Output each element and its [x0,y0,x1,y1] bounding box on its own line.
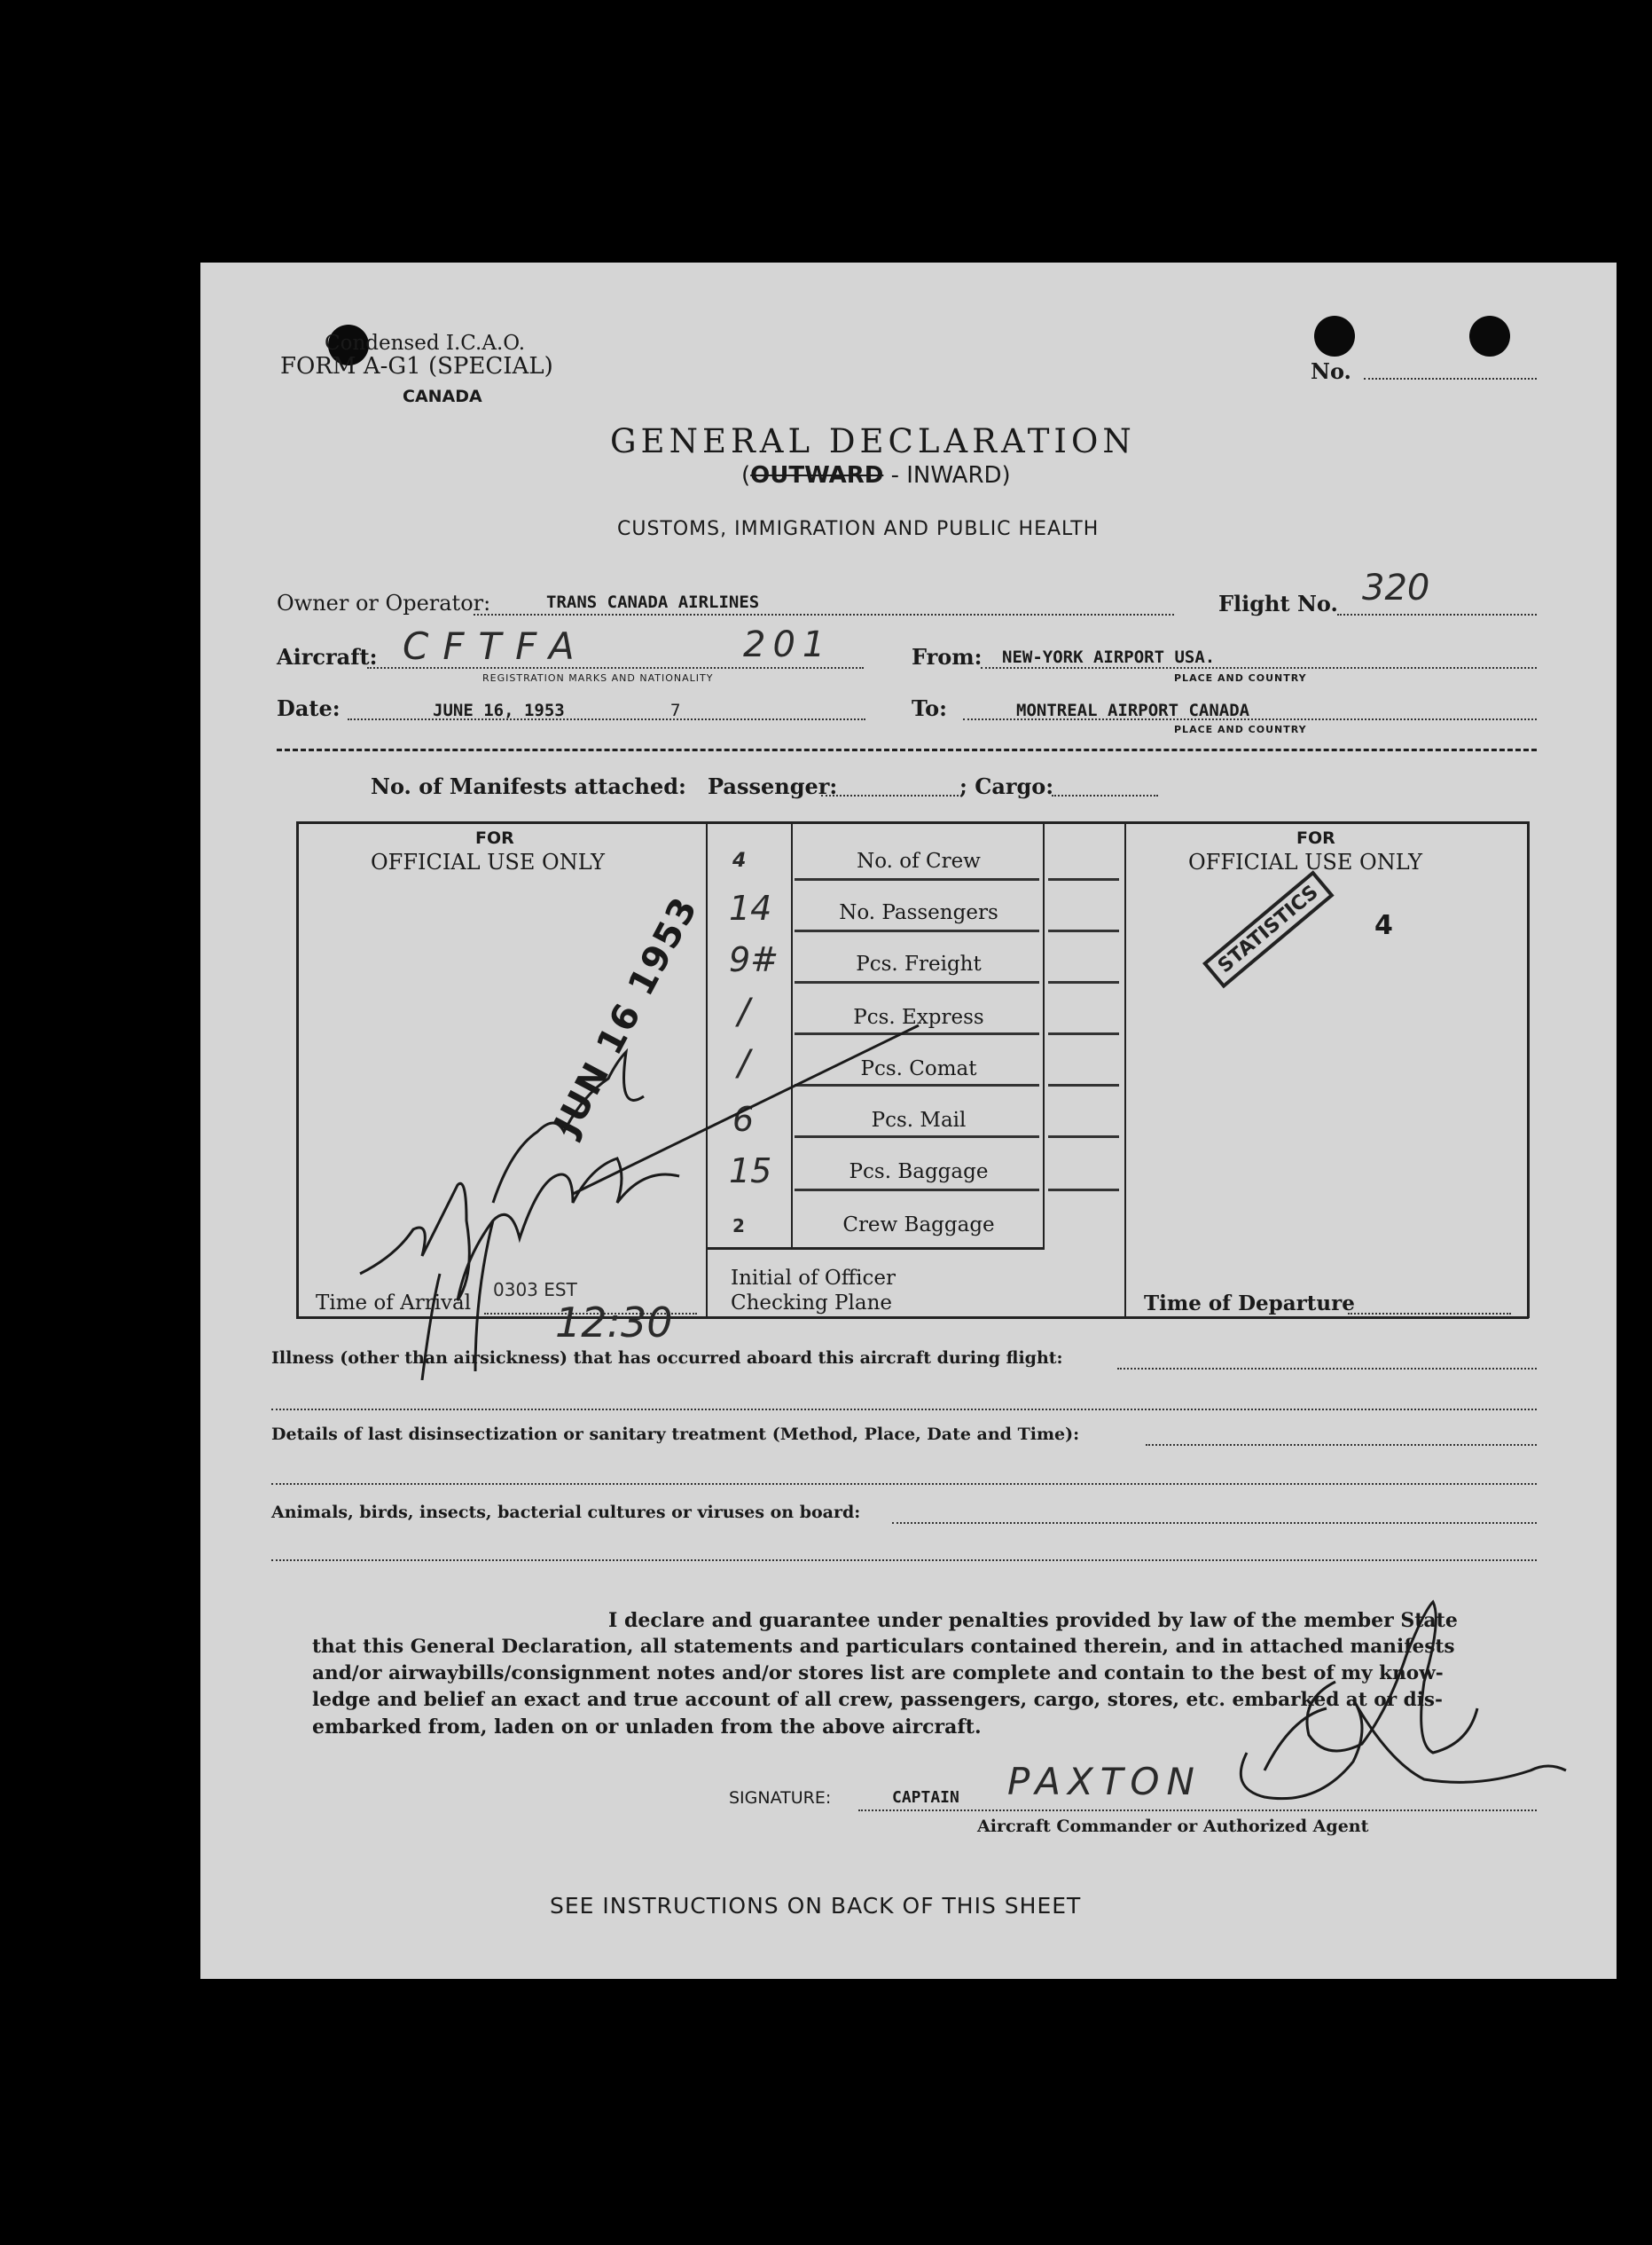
signature-name[interactable]: PAXTON [1007,1760,1202,1803]
subtitle-struck: OUTWARD [750,462,884,489]
to-label: To: [912,695,947,721]
declaration-line1: I declare and guarantee under penalties provided by law of the member State [608,1609,1458,1632]
time-arrival-handwritten: 12:30 [555,1299,673,1346]
aircraft-registration[interactable]: CFTFA [403,624,589,668]
right-official-label: OFFICIAL USE ONLY [1188,850,1422,875]
form-header-line2: FORM A-G1 (SPECIAL) [280,353,553,380]
initial-officer-line1: Initial of Officer [731,1267,896,1290]
row-label-express: Pcs. Express [853,1006,984,1029]
page-subtitle [741,462,1011,489]
right-for-label: FOR [1296,828,1335,848]
row-label-baggage: Pcs. Baggage [849,1160,989,1183]
flight-line [1337,614,1537,616]
captain-signature-scribble [1211,1549,1584,1824]
disinsect-line-2 [271,1483,1537,1485]
aircraft-number[interactable]: 201 [743,624,833,665]
aircraft-label: Aircraft: [277,644,378,670]
form-number-label: No. [1311,358,1351,384]
to-value[interactable]: MONTREAL AIRPORT CANADA [1016,701,1250,720]
punch-hole [1469,316,1510,357]
row-label-freight: Pcs. Freight [856,953,982,976]
row-value-mail[interactable]: 6 [732,1100,755,1139]
time-arrival-note[interactable]: 0303 EST [493,1279,577,1300]
animals-line [892,1522,1537,1524]
to-caption: PLACE AND COUNTRY [1174,724,1307,735]
department-heading: CUSTOMS, IMMIGRATION AND PUBLIC HEALTH [617,518,1100,540]
row-label-mail: Pcs. Mail [871,1109,967,1132]
animals-label: Animals, birds, insects, bacterial cultures or viruses on board: [271,1503,861,1522]
flight-label: Flight No. [1218,591,1338,616]
form-header-line1: Condensed I.C.A.O. [325,332,526,355]
row-value-freight[interactable]: 9# [729,940,779,979]
subtitle-rest: - INWARD) [890,462,1011,489]
manifests-label: No. of Manifests attached: [371,773,686,799]
row-value-passengers[interactable]: 14 [729,889,772,928]
punch-hole [1314,316,1355,357]
row-value-baggage[interactable]: 15 [729,1151,772,1190]
illness-line [1117,1368,1537,1370]
subtitle-open: ( [741,462,751,489]
statistics-stamp-text: STATISTICS [1214,881,1323,978]
form-country: CANADA [403,387,482,406]
signature-typed: CAPTAIN [892,1788,959,1807]
row-value-crew[interactable]: 4 [732,850,747,872]
from-label: From: [912,644,983,670]
from-value[interactable]: NEW-YORK AIRPORT USA. [1002,648,1216,667]
aircraft-caption: REGISTRATION MARKS AND NATIONALITY [482,672,714,684]
footer-instructions: SEE INSTRUCTIONS ON BACK OF THIS SHEET [550,1893,1082,1919]
owner-value[interactable]: TRANS CANADA AIRLINES [546,593,760,612]
row-value-express[interactable]: / [738,992,750,1032]
arrival-date-stamp: JUN 16 1953 [546,890,707,1142]
row-label-crew-baggage: Crew Baggage [842,1213,995,1236]
declaration-line4: ledge and belief an exact and true account of all crew, passengers, cargo, stores, etc. embarked at or dis- [312,1689,1444,1711]
passenger-label: Passenger: [708,773,838,799]
row-label-crew: No. of Crew [857,850,981,873]
date-extra: 7 [670,701,681,720]
disinsect-label: Details of last disinsectization or sanitary treatment (Method, Place, Date and Time): [271,1425,1080,1444]
row-value-crew-baggage[interactable]: 2 [732,1215,745,1236]
time-departure-label: Time of Departure [1144,1291,1355,1315]
declaration-line3: and/or airwaybills/consignment notes and/or stores list are complete and contain to the best of my know- [312,1662,1444,1684]
declaration-sheet [200,263,1617,1979]
date-label: Date: [277,695,341,721]
left-official-label: OFFICIAL USE ONLY [371,850,605,875]
initial-officer-line2: Checking Plane [731,1291,893,1315]
officer-signature-scribble [200,759,1617,1380]
from-line [981,667,1537,669]
declaration-line5: embarked from, laden on or unladen from the above aircraft. [312,1715,982,1739]
date-line [348,718,865,720]
statistics-count: 4 [1374,910,1393,941]
cargo-label: ; Cargo: [959,773,1054,799]
page-title: GENERAL DECLARATION [610,422,1136,460]
owner-line [474,614,1174,616]
signature-label: SIGNATURE: [729,1788,832,1808]
flight-value[interactable]: 320 [1362,568,1430,608]
row-label-comat: Pcs. Comat [860,1057,977,1080]
illness-label: Illness (other than airsickness) that has occurred aboard this aircraft during flight: [271,1348,1063,1368]
row-value-comat[interactable]: / [738,1043,750,1084]
left-for-label: FOR [475,828,514,848]
illness-line-2 [271,1409,1537,1410]
owner-label: Owner or Operator: [277,591,491,616]
disinsect-line [1146,1444,1537,1446]
signature-caption: Aircraft Commander or Authorized Agent [977,1817,1369,1836]
form-number-line [1364,378,1537,380]
from-caption: PLACE AND COUNTRY [1174,672,1307,684]
time-arrival-label: Time of Arrival [316,1291,472,1315]
row-label-passengers: No. Passengers [839,901,998,924]
header-divider [277,749,1537,751]
date-value[interactable]: JUNE 16, 1953 [433,701,565,720]
declaration-line2: that this General Declaration, all statements and particulars contained therein, and in attached manifests [312,1636,1455,1658]
